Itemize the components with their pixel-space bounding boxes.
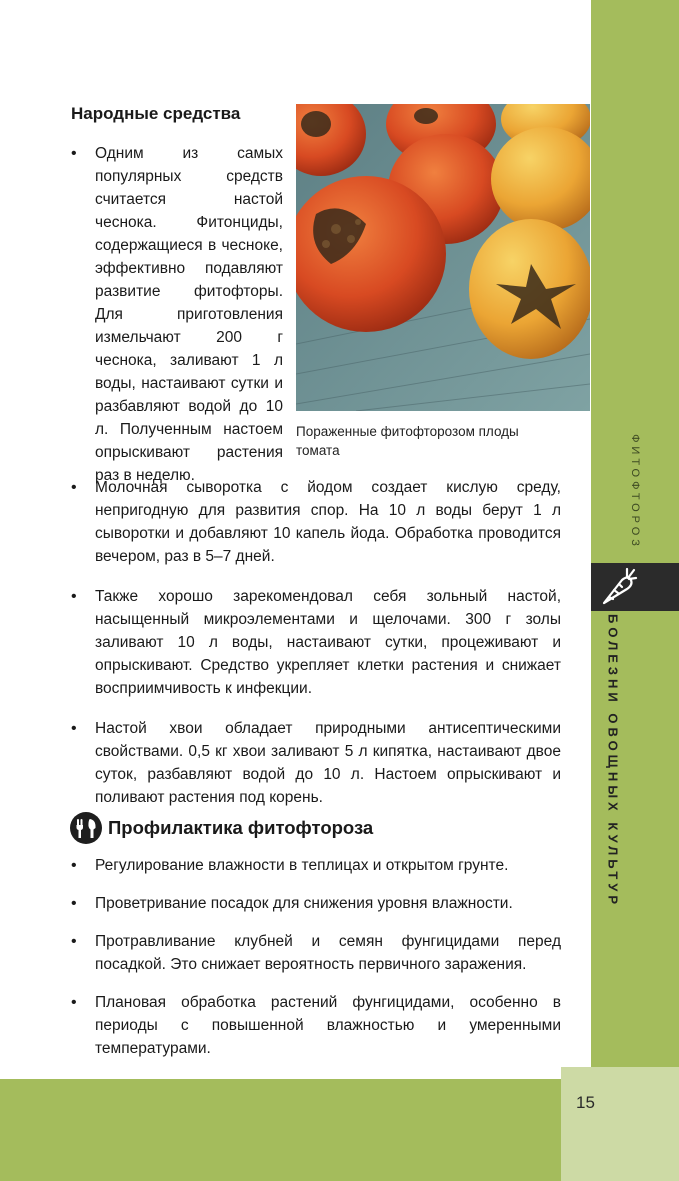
folk-remedies-list-top [71, 142, 283, 487]
list-item: • Настой хвои обладает природными антисептическими свойствами. 0,5 кг хвои заливают 5 л кипятка, настаивают двое суток, разбавляют водой до 10 л. Настоем опрыскивают и поливают растения под корень. [71, 717, 561, 809]
page-number: 15 [576, 1093, 595, 1112]
list-item: • Протравливание клубней и семян фунгицидами перед посадкой. Это снижает вероятность первичного заражения. [71, 930, 561, 976]
tomato-photo [296, 104, 590, 411]
prevention-icon [69, 811, 103, 845]
list-item: • Регулирование влажности в теплицах и открытом грунте. [71, 854, 561, 877]
list-item: • Молочная сыворотка с йодом создает кислую среду, непригодную для развития спор. На 10 л воды берут 1 л сыворотки и добавляют 10 капель йода. Обработка проводится вечером, раз в 5–7 дней. [71, 476, 561, 568]
photo-caption: Пораженные фитофторозом плоды томата [296, 424, 519, 458]
side-chapter-label: ФИТОФТОРОЗ [629, 434, 641, 550]
carrot-icon [598, 566, 638, 608]
folk-remedies-list [71, 476, 561, 826]
list-item: • Плановая обработка растений фунгицидами, особенно в периоды с повышенной влажностью и умеренными температурами. [71, 991, 561, 1060]
list-item: • Проветривание посадок для снижения уровня влажности. [71, 892, 561, 915]
prevention-list [71, 854, 561, 1075]
side-section-label: БОЛЕЗНИ ОВОЩНЫХ КУЛЬТУР [605, 613, 621, 909]
page-number-box [561, 1067, 679, 1181]
prevention-heading: Профилактика фитофтороза [108, 817, 374, 838]
list-item: • Также хорошо зарекомендовал себя зольный настой, насыщенный микроэлементами и щелочами. 300 г золы заливают 10 л воды, настаивают сутки, процеживают и опрыскивают. Средство укрепляет клетки растения и снижает восприимчивость к инфекции. [71, 585, 561, 700]
folk-remedies-heading: Народные средства [71, 104, 241, 123]
list-item: • Одним из самых популярных средств считается настой чеснока. Фитонциды, содержащиеся в чесноке, эффективно подавляют развитие фитофторы. Для приготовления измельчают 200 г чеснока, заливают 1 л воды, настаивают сутки и разбавляют водой до 10 л. Полученным настоем опрыскивают растения раз в неделю. [71, 142, 283, 487]
